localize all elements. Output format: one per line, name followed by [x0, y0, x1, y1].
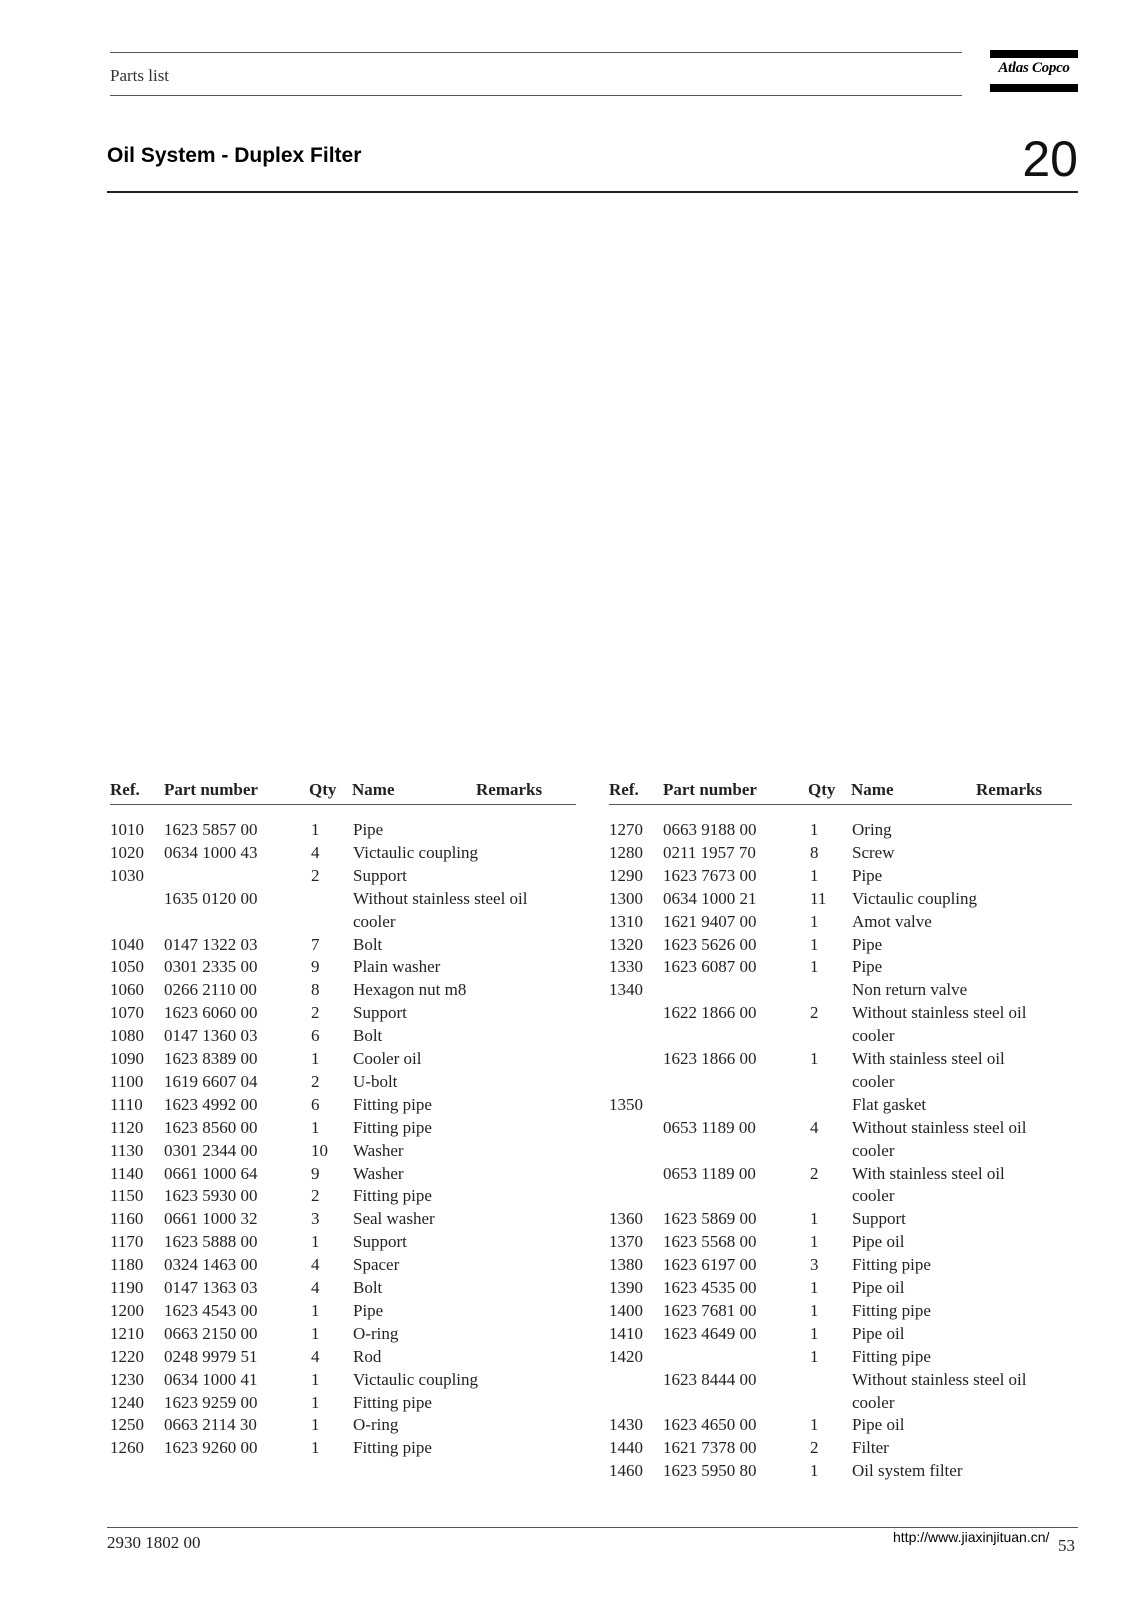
page-number: 53: [1058, 1536, 1075, 1555]
row-part-number: 1623 5568 00: [663, 1232, 757, 1251]
row-part-number: 0634 1000 43: [164, 843, 258, 862]
row-part-number: 1623 9259 00: [164, 1393, 258, 1412]
section-title: Oil System - Duplex Filter: [107, 144, 362, 167]
row-ref: 1100: [110, 1072, 144, 1091]
row-ref: 1200: [110, 1301, 144, 1320]
table-row: [110, 843, 580, 866]
row-part-number: 1619 6607 04: [164, 1072, 258, 1091]
row-ref: 1410: [609, 1324, 643, 1343]
header-label: Parts list: [110, 66, 170, 85]
row-name: Non return valve: [852, 980, 968, 999]
row-name: Pipe: [353, 1301, 384, 1320]
table-row: [609, 1461, 1079, 1484]
row-qty: 4: [311, 1278, 320, 1297]
table-row: [110, 1026, 580, 1049]
row-part-number: 0266 2110 00: [164, 980, 257, 999]
table-row: [609, 1141, 1079, 1164]
header-bottom-rule: [110, 95, 962, 96]
row-qty: 1: [311, 1301, 320, 1320]
row-part-number: 1622 1866 00: [663, 1003, 757, 1022]
row-name: With stainless steel oil: [852, 1049, 1005, 1068]
table-row: [609, 1415, 1079, 1438]
row-name: Hexagon nut m8: [353, 980, 467, 999]
row-qty: 1: [311, 1324, 320, 1343]
row-name: Oring: [852, 820, 892, 839]
left-header-rule: [110, 804, 576, 805]
table-row: [110, 1118, 580, 1141]
row-ref: 1010: [110, 820, 144, 839]
row-qty: 6: [311, 1095, 320, 1114]
table-row: [609, 1301, 1079, 1324]
logo-bottom-bar: [990, 84, 1078, 92]
row-name: Amot valve: [852, 912, 932, 931]
row-ref: 1060: [110, 980, 144, 999]
row-qty: 4: [810, 1118, 819, 1137]
right-col-ref: Ref.: [609, 780, 639, 799]
table-row: [110, 1347, 580, 1370]
table-row: [609, 1255, 1079, 1278]
row-name: Without stainless steel oil: [852, 1118, 1027, 1137]
row-qty: 9: [311, 1164, 320, 1183]
row-part-number: 0324 1463 00: [164, 1255, 258, 1274]
row-part-number: 0301 2335 00: [164, 957, 258, 976]
row-name: Pipe oil: [852, 1324, 905, 1343]
row-ref: 1380: [609, 1255, 643, 1274]
row-name: Spacer: [353, 1255, 400, 1274]
table-row: [609, 935, 1079, 958]
row-name: Bolt: [353, 1026, 383, 1045]
row-ref: 1220: [110, 1347, 144, 1366]
row-part-number: 1623 5626 00: [663, 935, 757, 954]
row-qty: 4: [311, 1347, 320, 1366]
row-ref: 1120: [110, 1118, 144, 1137]
table-row: [110, 1255, 580, 1278]
row-name: Washer: [353, 1141, 404, 1160]
row-part-number: 0663 9188 00: [663, 820, 757, 839]
row-qty: 1: [810, 866, 819, 885]
row-qty: 2: [311, 1186, 320, 1205]
table-row: [110, 1232, 580, 1255]
row-part-number: 0661 1000 64: [164, 1164, 258, 1183]
row-qty: 1: [311, 1393, 320, 1412]
row-name: Fitting pipe: [852, 1255, 931, 1274]
row-qty: 1: [810, 1049, 819, 1068]
row-ref: 1370: [609, 1232, 643, 1251]
table-row: [110, 1141, 580, 1164]
row-part-number: 0634 1000 21: [663, 889, 757, 908]
row-qty: 1: [810, 1232, 819, 1251]
row-part-number: 0663 2150 00: [164, 1324, 258, 1343]
table-row: [609, 1049, 1079, 1072]
table-row: [110, 1049, 580, 1072]
row-part-number: 1623 6060 00: [164, 1003, 258, 1022]
table-row: [609, 1370, 1079, 1393]
row-ref: 1180: [110, 1255, 144, 1274]
row-name: Without stainless steel oil: [852, 1370, 1027, 1389]
row-ref: 1130: [110, 1141, 144, 1160]
row-ref: 1440: [609, 1438, 643, 1457]
table-row: [110, 1370, 580, 1393]
table-row: [609, 1095, 1079, 1118]
row-ref: 1110: [110, 1095, 143, 1114]
row-qty: 2: [810, 1164, 819, 1183]
table-row: [609, 1072, 1079, 1095]
row-ref: 1050: [110, 957, 144, 976]
left-col-part-number: Part number: [164, 780, 258, 799]
right-col-remarks: Remarks: [976, 780, 1043, 799]
section-number: 20: [1022, 131, 1078, 187]
row-ref: 1040: [110, 935, 144, 954]
row-part-number: 1623 6087 00: [663, 957, 757, 976]
row-qty: 10: [311, 1141, 328, 1160]
row-part-number: 1623 4535 00: [663, 1278, 757, 1297]
row-qty: 1: [311, 1118, 320, 1137]
table-row: [609, 889, 1079, 912]
row-qty: 11: [810, 889, 827, 908]
left-col-name: Name: [352, 780, 395, 799]
row-qty: 3: [810, 1255, 819, 1274]
row-name: Fitting pipe: [852, 1301, 931, 1320]
table-row: [609, 1232, 1079, 1255]
row-name: Support: [852, 1209, 906, 1228]
table-row: [609, 1438, 1079, 1461]
row-qty: 1: [810, 912, 819, 931]
row-name: Fitting pipe: [353, 1438, 432, 1457]
row-name: Without stainless steel oil: [353, 889, 528, 908]
table-row: [609, 843, 1079, 866]
row-part-number: 0661 1000 32: [164, 1209, 258, 1228]
table-row: [110, 1186, 580, 1209]
row-name: With stainless steel oil: [852, 1164, 1005, 1183]
row-qty: 1: [311, 1415, 320, 1434]
row-name: Support: [353, 1232, 407, 1251]
row-name: cooler: [852, 1393, 895, 1412]
row-qty: 9: [311, 957, 320, 976]
row-qty: 1: [810, 1301, 819, 1320]
row-ref: 1400: [609, 1301, 643, 1320]
table-row: [110, 912, 580, 935]
table-row: [110, 866, 580, 889]
row-part-number: 0301 2344 00: [164, 1141, 258, 1160]
right-col-part-number: Part number: [663, 780, 757, 799]
row-part-number: 1623 9260 00: [164, 1438, 258, 1457]
row-ref: 1320: [609, 935, 643, 954]
table-row: [110, 1095, 580, 1118]
row-name: Support: [353, 1003, 407, 1022]
row-part-number: 0147 1322 03: [164, 935, 258, 954]
table-row: [110, 1209, 580, 1232]
row-name: Bolt: [353, 1278, 383, 1297]
row-qty: 1: [810, 1415, 819, 1434]
row-part-number: 0147 1363 03: [164, 1278, 258, 1297]
row-part-number: 1623 5950 80: [663, 1461, 757, 1480]
row-name: Pipe oil: [852, 1278, 905, 1297]
row-name: cooler: [852, 1026, 895, 1045]
row-qty: 2: [311, 866, 320, 885]
row-qty: 2: [810, 1438, 819, 1457]
row-qty: 8: [311, 980, 320, 999]
row-qty: 1: [311, 1232, 320, 1251]
row-name: cooler: [852, 1186, 895, 1205]
row-part-number: 1621 9407 00: [663, 912, 757, 931]
table-row: [609, 1003, 1079, 1026]
row-part-number: 0147 1360 03: [164, 1026, 258, 1045]
table-row: [110, 1393, 580, 1416]
table-row: [609, 980, 1079, 1003]
table-row: [609, 957, 1079, 980]
row-qty: 1: [810, 1347, 819, 1366]
row-qty: 1: [810, 820, 819, 839]
row-name: Oil system filter: [852, 1461, 963, 1480]
row-name: U-bolt: [353, 1072, 398, 1091]
table-row: [609, 1278, 1079, 1301]
row-qty: 1: [810, 1278, 819, 1297]
table-row: [609, 820, 1079, 843]
table-row: [609, 1393, 1079, 1416]
table-row: [609, 866, 1079, 889]
row-ref: 1020: [110, 843, 144, 862]
row-name: Victaulic coupling: [353, 1370, 479, 1389]
row-part-number: 1635 0120 00: [164, 889, 258, 908]
row-name: Fitting pipe: [353, 1393, 432, 1412]
row-name: Seal washer: [353, 1209, 435, 1228]
row-part-number: 0653 1189 00: [663, 1118, 756, 1137]
table-row: [110, 1438, 580, 1461]
row-ref: 1300: [609, 889, 643, 908]
row-name: Pipe: [353, 820, 384, 839]
row-qty: 1: [810, 1324, 819, 1343]
row-qty: 2: [311, 1003, 320, 1022]
row-qty: 4: [311, 1255, 320, 1274]
row-name: Fitting pipe: [353, 1095, 432, 1114]
table-row: [609, 1118, 1079, 1141]
row-ref: 1420: [609, 1347, 643, 1366]
row-ref: 1350: [609, 1095, 643, 1114]
left-col-remarks: Remarks: [476, 780, 543, 799]
row-part-number: 1623 4543 00: [164, 1301, 258, 1320]
header-top-rule: [110, 52, 962, 53]
row-part-number: 1623 7681 00: [663, 1301, 757, 1320]
table-row: [110, 1415, 580, 1438]
table-row: [110, 889, 580, 912]
atlas-copco-logo: [990, 48, 1078, 94]
row-qty: 1: [311, 1438, 320, 1457]
row-qty: 1: [810, 1461, 819, 1480]
row-part-number: 1623 4649 00: [663, 1324, 757, 1343]
row-name: Pipe oil: [852, 1415, 905, 1434]
row-qty: 1: [810, 1209, 819, 1228]
row-name: O-ring: [353, 1324, 399, 1343]
row-qty: 3: [311, 1209, 320, 1228]
table-row: [609, 1324, 1079, 1347]
row-ref: 1390: [609, 1278, 643, 1297]
row-ref: 1230: [110, 1370, 144, 1389]
left-col-qty: Qty: [309, 780, 337, 799]
row-name: Without stainless steel oil: [852, 1003, 1027, 1022]
table-row: [609, 912, 1079, 935]
row-name: O-ring: [353, 1415, 399, 1434]
left-col-ref: Ref.: [110, 780, 140, 799]
logo-top-bar: [990, 50, 1078, 58]
row-name: Pipe: [852, 866, 883, 885]
row-ref: 1260: [110, 1438, 144, 1457]
row-ref: 1290: [609, 866, 643, 885]
row-ref: 1160: [110, 1209, 144, 1228]
row-ref: 1280: [609, 843, 643, 862]
row-ref: 1460: [609, 1461, 643, 1480]
right-header-rule: [609, 804, 1072, 805]
row-name: cooler: [852, 1141, 895, 1160]
row-part-number: 0663 2114 30: [164, 1415, 257, 1434]
row-ref: 1080: [110, 1026, 144, 1045]
table-row: [110, 935, 580, 958]
row-ref: 1150: [110, 1186, 144, 1205]
row-qty: 1: [810, 957, 819, 976]
row-name: Cooler oil: [353, 1049, 422, 1068]
row-part-number: 1623 5869 00: [663, 1209, 757, 1228]
row-name: Support: [353, 866, 407, 885]
table-row: [609, 1186, 1079, 1209]
row-ref: 1270: [609, 820, 643, 839]
row-ref: 1240: [110, 1393, 144, 1412]
row-ref: 1430: [609, 1415, 643, 1434]
title-rule: [107, 191, 1078, 193]
row-qty: 2: [810, 1003, 819, 1022]
row-part-number: 0211 1957 70: [663, 843, 756, 862]
row-name: Bolt: [353, 935, 383, 954]
row-ref: 1210: [110, 1324, 144, 1343]
row-name: Flat gasket: [852, 1095, 927, 1114]
row-part-number: 1623 8560 00: [164, 1118, 258, 1137]
row-name: Pipe oil: [852, 1232, 905, 1251]
row-ref: 1250: [110, 1415, 144, 1434]
row-name: cooler: [852, 1072, 895, 1091]
row-qty: 4: [311, 843, 320, 862]
table-row: [110, 1003, 580, 1026]
row-name: Victaulic coupling: [852, 889, 978, 908]
table-row: [609, 1026, 1079, 1049]
row-qty: 1: [810, 935, 819, 954]
row-qty: 2: [311, 1072, 320, 1091]
row-qty: 6: [311, 1026, 320, 1045]
row-ref: 1360: [609, 1209, 643, 1228]
row-part-number: 1623 4992 00: [164, 1095, 258, 1114]
row-ref: 1170: [110, 1232, 144, 1251]
table-row: [110, 820, 580, 843]
row-ref: 1330: [609, 957, 643, 976]
row-name: Fitting pipe: [353, 1186, 432, 1205]
table-row: [110, 1324, 580, 1347]
row-part-number: 0653 1189 00: [663, 1164, 756, 1183]
row-name: Victaulic coupling: [353, 843, 479, 862]
document-number: 2930 1802 00: [107, 1533, 201, 1552]
row-qty: 7: [311, 935, 320, 954]
row-ref: 1310: [609, 912, 643, 931]
table-row: [609, 1209, 1079, 1232]
table-row: [110, 957, 580, 980]
row-name: Pipe: [852, 935, 883, 954]
row-part-number: 0634 1000 41: [164, 1370, 258, 1389]
row-ref: 1090: [110, 1049, 144, 1068]
row-ref: 1070: [110, 1003, 144, 1022]
row-part-number: 1623 5888 00: [164, 1232, 258, 1251]
row-qty: 1: [311, 820, 320, 839]
row-name: Rod: [353, 1347, 382, 1366]
row-ref: 1030: [110, 866, 144, 885]
row-qty: 1: [311, 1370, 320, 1389]
row-name: Fitting pipe: [852, 1347, 931, 1366]
table-row: [110, 1278, 580, 1301]
table-row: [110, 980, 580, 1003]
row-part-number: 1623 5930 00: [164, 1186, 258, 1205]
row-part-number: 1623 8389 00: [164, 1049, 258, 1068]
row-name: Filter: [852, 1438, 889, 1457]
logo-text: Atlas Copco: [998, 60, 1070, 76]
table-row: [110, 1301, 580, 1324]
row-part-number: 0248 9979 51: [164, 1347, 258, 1366]
table-row: [110, 1072, 580, 1095]
row-name: Pipe: [852, 957, 883, 976]
row-part-number: 1623 6197 00: [663, 1255, 757, 1274]
right-col-name: Name: [851, 780, 894, 799]
row-qty: 1: [311, 1049, 320, 1068]
row-part-number: 1623 1866 00: [663, 1049, 757, 1068]
row-ref: 1140: [110, 1164, 144, 1183]
table-row: [110, 1164, 580, 1187]
row-part-number: 1623 4650 00: [663, 1415, 757, 1434]
footer-rule: [107, 1527, 1078, 1528]
row-part-number: 1623 5857 00: [164, 820, 258, 839]
footer-url: http://www.jiaxinjituan.cn/: [893, 1529, 1050, 1545]
table-row: [609, 1164, 1079, 1187]
row-part-number: 1623 8444 00: [663, 1370, 757, 1389]
row-part-number: 1621 7378 00: [663, 1438, 757, 1457]
row-name: cooler: [353, 912, 396, 931]
row-name: Fitting pipe: [353, 1118, 432, 1137]
row-name: Washer: [353, 1164, 404, 1183]
right-col-qty: Qty: [808, 780, 836, 799]
row-part-number: 1623 7673 00: [663, 866, 757, 885]
row-ref: 1190: [110, 1278, 144, 1297]
row-name: Plain washer: [353, 957, 441, 976]
row-qty: 8: [810, 843, 819, 862]
row-ref: 1340: [609, 980, 643, 999]
row-name: Screw: [852, 843, 895, 862]
table-row: [609, 1347, 1079, 1370]
